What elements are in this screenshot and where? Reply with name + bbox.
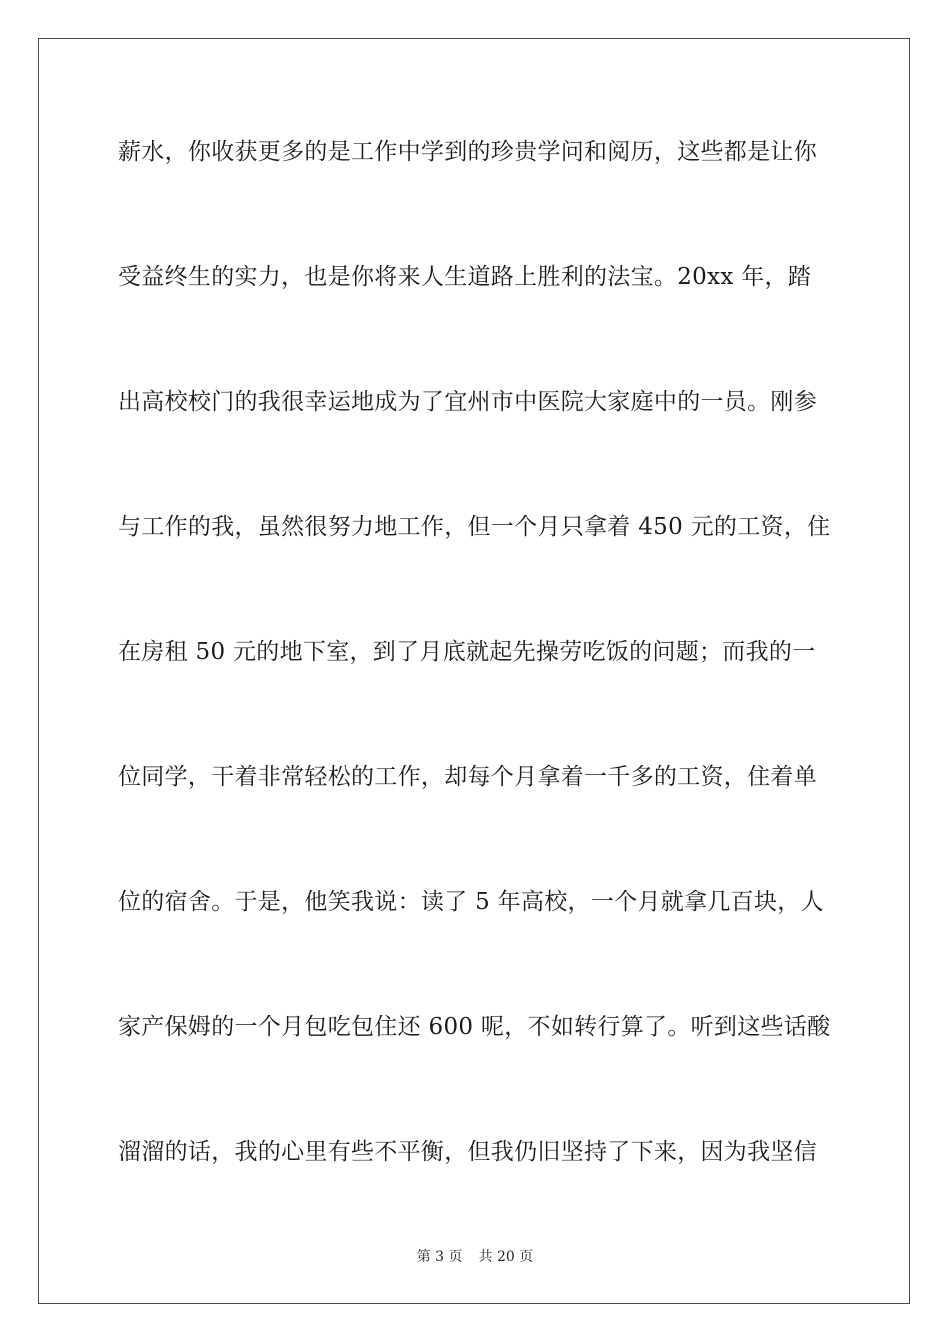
text-line-4: 与工作的我，虽然很努力地工作，但一个月只拿着 450 元的工资，住 xyxy=(118,514,831,540)
total-pages: 共 20 页 xyxy=(478,1249,534,1265)
text-line-8: 家产保姆的一个月包吃包住还 600 呢，不如转行算了。听到这些话酸 xyxy=(118,1014,831,1040)
text-line-1: 薪水，你收获更多的是工作中学到的珍贵学问和阅历，这些都是让你 xyxy=(118,139,817,165)
document-body xyxy=(118,120,834,1245)
text-line-6: 位同学，干着非常轻松的工作，却每个月拿着一千多的工资，住着单 xyxy=(118,764,817,790)
page-number: 第 3 页 xyxy=(416,1249,463,1265)
text-line-9: 溜溜的话，我的心里有些不平衡，但我仍旧坚持了下来，因为我坚信 xyxy=(118,1139,817,1165)
page-footer xyxy=(0,1246,950,1266)
text-line-7: 位的宿舍。于是，他笑我说：读了 5 年高校，一个月就拿几百块，人 xyxy=(118,889,824,915)
text-line-2: 受益终生的实力，也是你将来人生道路上胜利的法宝。20xx 年，踏 xyxy=(118,264,812,290)
text-line-3: 出高校校门的我很幸运地成为了宜州市中医院大家庭中的一员。刚参 xyxy=(118,389,817,415)
text-line-5: 在房租 50 元的地下室，到了月底就起先操劳吃饭的问题；而我的一 xyxy=(118,639,816,665)
